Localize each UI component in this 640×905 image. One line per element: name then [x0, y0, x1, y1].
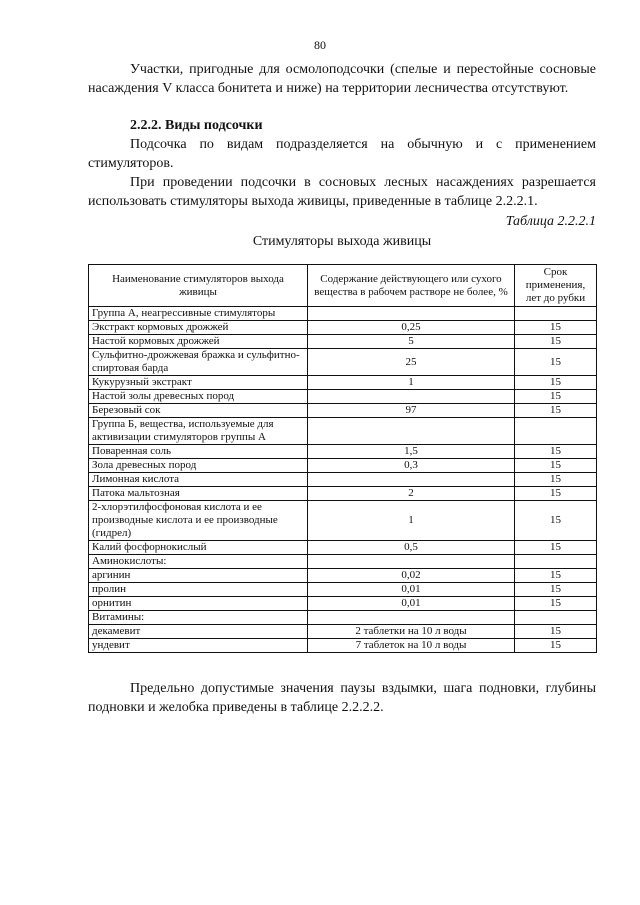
- header-term: Срок применения, лет до рубки: [515, 265, 597, 307]
- table-row: [89, 404, 597, 418]
- cell-value: 5: [308, 335, 515, 349]
- intro-paragraph: Участки, пригодные для осмолоподсочки (спелые и перестойные сосновые насаждения V класса бонитета и ниже) на территории лесничества отсутствуют.: [88, 62, 596, 96]
- table-row: [89, 639, 597, 653]
- cell-term: 15: [515, 376, 597, 390]
- cell-term: 15: [515, 583, 597, 597]
- cell-value: 0,5: [308, 541, 515, 555]
- table-title: Стимуляторы выхода живицы: [252, 234, 432, 249]
- cell-term: 15: [515, 639, 597, 653]
- cell-name: Патока мальтозная: [89, 487, 308, 501]
- section-heading: 2.2.2. Виды подсочки: [130, 118, 263, 133]
- cell-term: 15: [515, 390, 597, 404]
- cell-value: 0,01: [308, 597, 515, 611]
- cell-value: 7 таблеток на 10 л воды: [308, 639, 515, 653]
- cell-value: [308, 473, 515, 487]
- cell-name: Витамины:: [89, 611, 308, 625]
- table-body: [89, 307, 597, 653]
- cell-value: 0,01: [308, 583, 515, 597]
- cell-name: Зола древесных пород: [89, 459, 308, 473]
- cell-term: [515, 307, 597, 321]
- cell-term: 15: [515, 501, 597, 541]
- cell-name: Кукурузный экстракт: [89, 376, 308, 390]
- cell-term: 15: [515, 569, 597, 583]
- cell-term: 15: [515, 321, 597, 335]
- header-content: Содержание действующего или сухого вещества в рабочем растворе не более, %: [308, 265, 515, 307]
- cell-name: Экстракт кормовых дрожжей: [89, 321, 308, 335]
- table-row: [89, 487, 597, 501]
- cell-value: 97: [308, 404, 515, 418]
- cell-value: [308, 418, 515, 445]
- cell-term: 15: [515, 473, 597, 487]
- table-row: [89, 307, 597, 321]
- cell-name: Группа А, неагрессивные стимуляторы: [89, 307, 308, 321]
- table-row: [89, 597, 597, 611]
- cell-term: 15: [515, 625, 597, 639]
- cell-value: [308, 555, 515, 569]
- table-row: [89, 335, 597, 349]
- cell-value: [308, 307, 515, 321]
- cell-value: 0,02: [308, 569, 515, 583]
- paragraph-types: Подсочка по видам подразделяется на обычную и с применением стимуляторов.: [88, 137, 596, 171]
- table-caption: Таблица 2.2.2.1: [505, 214, 596, 229]
- table-row: [89, 611, 597, 625]
- cell-name: Поваренная соль: [89, 445, 308, 459]
- table-row: [89, 418, 597, 445]
- cell-value: [308, 390, 515, 404]
- table-header-row: [89, 265, 597, 307]
- cell-value: 1: [308, 376, 515, 390]
- table-row: [89, 473, 597, 487]
- cell-value: 1,5: [308, 445, 515, 459]
- cell-name: 2-хлорэтилфосфоновая кислота и ее производные кислота и ее производные (гидрел): [89, 501, 308, 541]
- table-row: [89, 501, 597, 541]
- final-paragraph: Предельно допустимые значения паузы вздымки, шага подновки, глубины подновки и желобка приведены в таблице 2.2.2.2.: [88, 681, 596, 715]
- page-number: 80: [314, 38, 326, 52]
- cell-name: ундевит: [89, 639, 308, 653]
- table-row: [89, 459, 597, 473]
- cell-name: Лимонная кислота: [89, 473, 308, 487]
- cell-term: 15: [515, 459, 597, 473]
- cell-term: 15: [515, 597, 597, 611]
- document-body: [88, 60, 596, 717]
- cell-value: 25: [308, 349, 515, 376]
- cell-name: Березовый сок: [89, 404, 308, 418]
- table-row: [89, 376, 597, 390]
- table-row: [89, 583, 597, 597]
- table-row: [89, 541, 597, 555]
- table-row: [89, 569, 597, 583]
- cell-value: 2: [308, 487, 515, 501]
- table-row: [89, 390, 597, 404]
- cell-name: Сульфитно-дрожжевая бражка и сульфитно-спиртовая барда: [89, 349, 308, 376]
- cell-term: 15: [515, 404, 597, 418]
- cell-value: 0,3: [308, 459, 515, 473]
- cell-name: Настой золы древесных пород: [89, 390, 308, 404]
- cell-term: [515, 418, 597, 445]
- paragraph-stimulators: При проведении подсочки в сосновых лесных насаждениях разрешается использовать стимуляторы выхода живицы, приведенные в таблице 2.2.2.1.: [88, 175, 596, 209]
- table-row: [89, 349, 597, 376]
- stimulators-table: [88, 264, 597, 653]
- cell-value: 1: [308, 501, 515, 541]
- cell-name: декамевит: [89, 625, 308, 639]
- cell-value: 0,25: [308, 321, 515, 335]
- cell-term: [515, 611, 597, 625]
- header-name: Наименование стимуляторов выхода живицы: [89, 265, 308, 307]
- cell-name: пролин: [89, 583, 308, 597]
- cell-name: аргинин: [89, 569, 308, 583]
- cell-term: 15: [515, 487, 597, 501]
- table-row: [89, 625, 597, 639]
- cell-term: 15: [515, 541, 597, 555]
- cell-name: орнитин: [89, 597, 308, 611]
- cell-term: 15: [515, 349, 597, 376]
- cell-name: Аминокислоты:: [89, 555, 308, 569]
- table-row: [89, 555, 597, 569]
- cell-term: 15: [515, 445, 597, 459]
- cell-term: 15: [515, 335, 597, 349]
- cell-name: Настой кормовых дрожжей: [89, 335, 308, 349]
- table-row: [89, 321, 597, 335]
- cell-name: Группа Б, вещества, используемые для активизации стимуляторов группы А: [89, 418, 308, 445]
- cell-value: 2 таблетки на 10 л воды: [308, 625, 515, 639]
- cell-name: Калий фосфорнокислый: [89, 541, 308, 555]
- cell-term: [515, 555, 597, 569]
- table-row: [89, 445, 597, 459]
- cell-value: [308, 611, 515, 625]
